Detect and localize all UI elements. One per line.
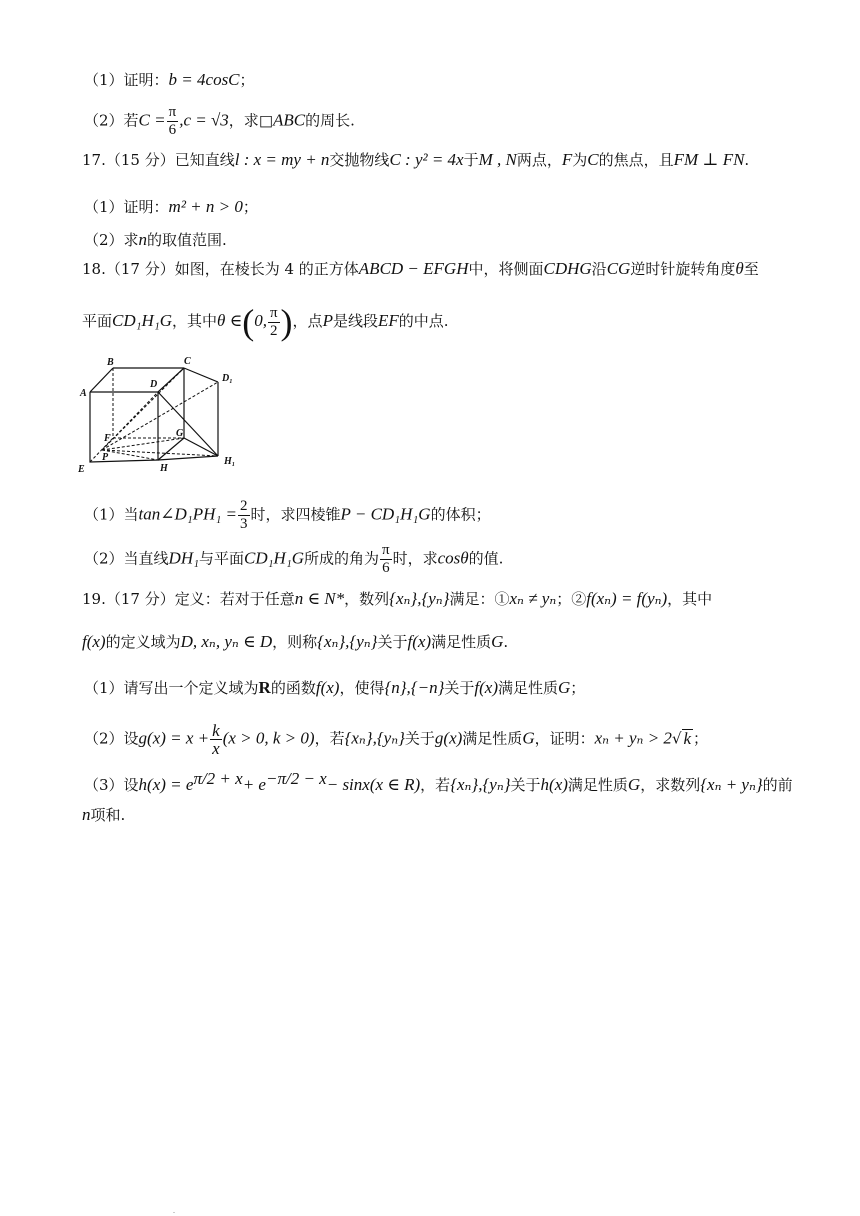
edge-gh1 [184,438,218,456]
q17-part1: （1）证明：m² + n > 0； [84,197,258,216]
edge-hh1 [158,456,218,460]
edge-dh1 [158,392,218,456]
label-d: D [150,379,158,390]
label-p: P [102,452,109,463]
edge-ab [90,368,113,392]
label-h1: H₁ [224,456,236,467]
label-h: H [160,463,168,474]
label-f: F [104,433,111,444]
q19-stem-line1: 19.（17 分）定义：若对于任意n ∈ N*，数列{xₙ},{yₙ}满足：①xₙ ≠ yₙ；②f(xₙ) = f(yₙ)，其中 [82,589,713,608]
q19-part3-line1: （3）设$h(x) = e^{\pi/2 + x}+ e^{-\pi/2 - x}- \sin x(x$ ∈ R)，若{xₙ},{yₙ}关于h(x)满足性质G，求数列{xₙ + yₙ}的前 [84,769,793,794]
q16-part1: （1）证明：b = 4cosC； [84,70,255,89]
q17-part2: （2）求n的取值范围. [84,230,227,249]
q19-stem-line2: f(x)的定义域为D, xₙ, yₙ ∈ D，则称{xₙ},{yₙ}关于f(x)满足性质G. [82,632,509,651]
q17-stem: 17.（15 分）已知直线l : x = my + n交抛物线C : y² = 4x于M , N两点，F为C的焦点，且FM ⊥ FN. [82,150,750,169]
label-g: G [176,428,184,439]
q19-part3-line2: n项和. [82,805,126,824]
cube-rotation-figure [78,352,248,474]
q18-part1: （1）当tan∠D₁PH₁ = $\frac{2}{3}$ 时，求四棱锥P − CD₁H₁G的体积； [84,498,491,532]
q19-part2: （2）设g(x) = x + $\frac{k}{x}$ (x > 0, k > 0)，若{xₙ},{yₙ}关于g(x)满足性质G，证明：xₙ + yₙ > 2√ k ； [84,721,709,758]
q18-part2: （2）当直线DH₁与平面CD₁H₁G所成的角为 $\frac{\pi}{6}$ 时，求cosθ的值. [84,542,504,576]
segment-ph [102,450,158,460]
label-d1: D₁ [222,373,233,384]
edge-cd1 [184,368,218,382]
q18-stem-line2: 平面CD₁H₁G，其中θ ∈(0, $\frac{\pi}{2}$ )，点P是线段EF的中点. [82,302,449,342]
q19-part1: （1）请写出一个定义域为R的函数f(x)，使得{n},{−n}关于f(x)满足性质G； [84,678,586,697]
label-a: A [80,388,87,399]
label-e: E [78,464,85,474]
q16-part2: （2）若C = $\frac{\pi}{6}$ ,c = √3，求□ABC的周长. [84,104,355,138]
label-b: B [107,357,114,368]
q18-stem-line1: 18.（17 分）如图，在棱长为 4 的正方体ABCD − EFGH中，将侧面CDHG沿CG逆时针旋转角度θ至 [82,259,759,278]
label-c: C [184,356,191,367]
page-speck [173,1212,175,1213]
